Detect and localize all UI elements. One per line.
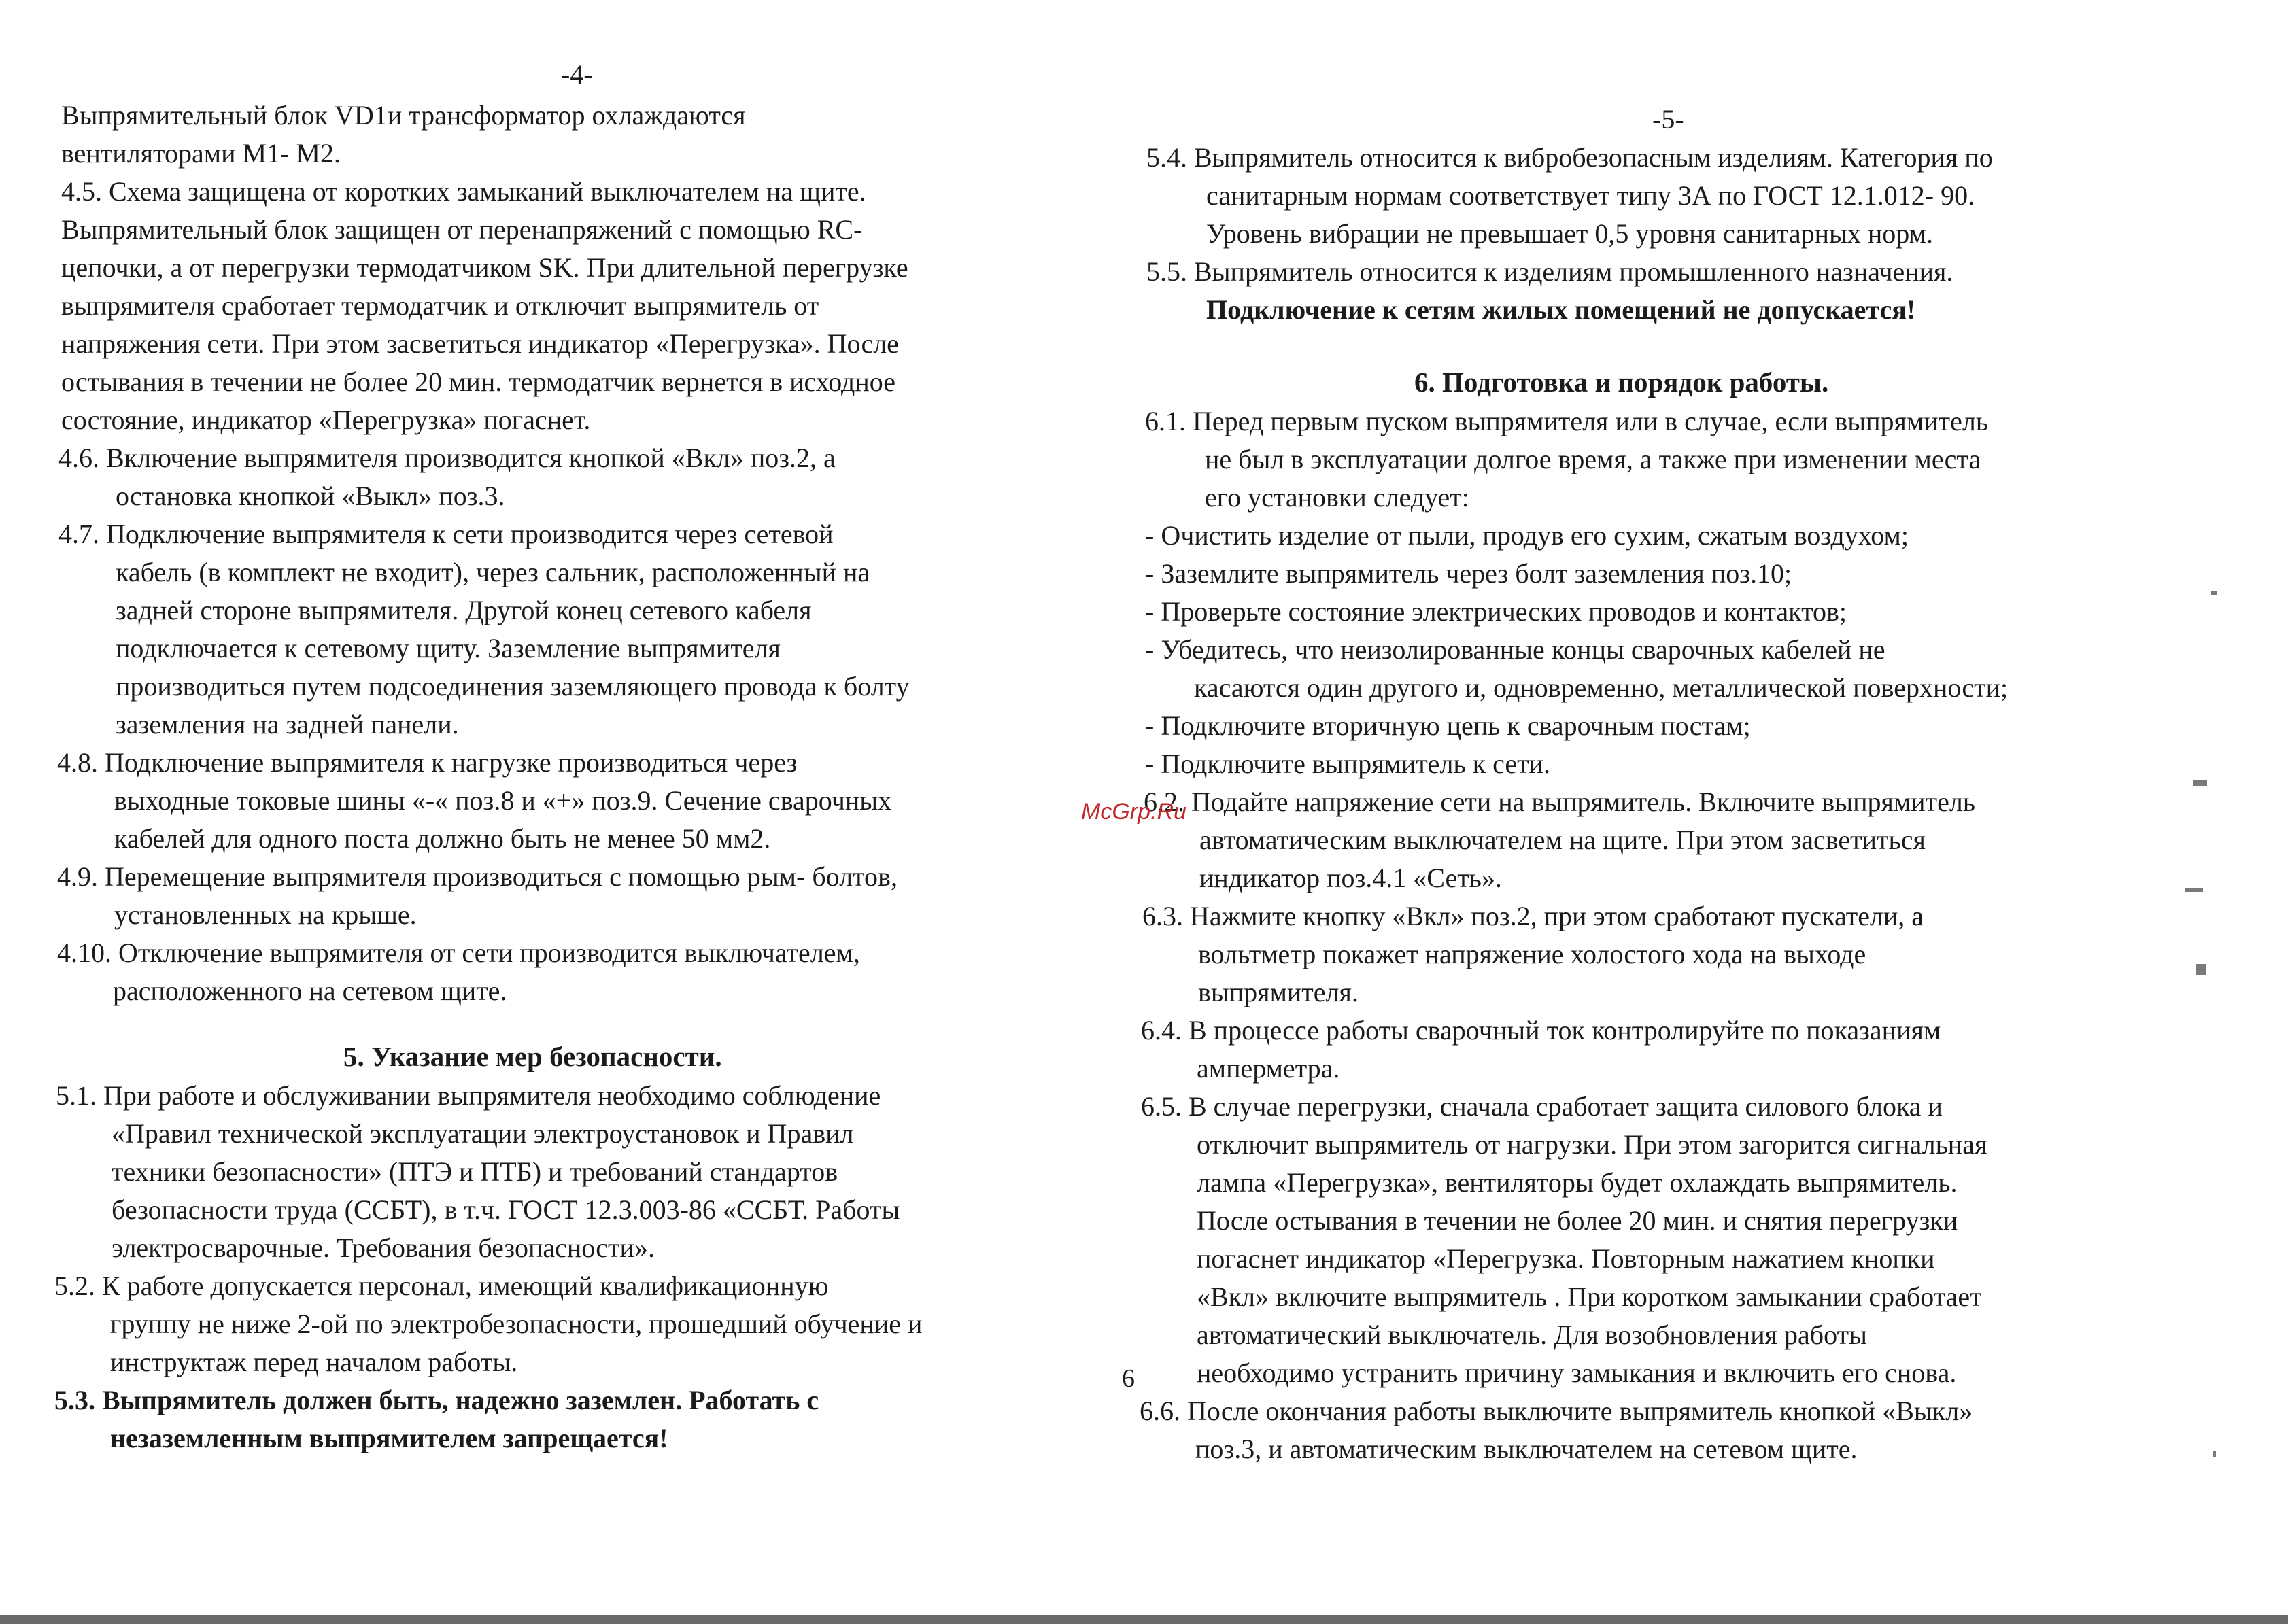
text-line: напряжения сети. При этом засветиться индикатор «Перегрузка». После [61, 328, 899, 359]
text-line: 4.5. Схема защищена от коротких замыканий выключателем на щите. [61, 176, 866, 207]
text-line: «Вкл» включите выпрямитель . При коротком замыкании сработает [1197, 1281, 1982, 1312]
scan-speck [2211, 591, 2217, 595]
text-line: состояние, индикатор «Перегрузка» погаснет. [61, 404, 591, 435]
text-line: поз.3, и автоматическим выключателем на сетевом щите. [1195, 1434, 1858, 1464]
section-heading-6: 6. Подготовка и порядок работы. [1414, 366, 1829, 398]
text-line: автоматический выключатель. Для возобновления работы [1197, 1319, 1867, 1350]
list-item: - Подключите вторичную цепь к сварочным постам; [1145, 710, 1751, 741]
scan-bottom-edge [0, 1615, 2288, 1624]
text-line: 5.2. К работе допускается персонал, имеющий квалификационную [54, 1271, 829, 1301]
text-line: заземления на задней панели. [116, 709, 459, 740]
text-line: касаются один другого и, одновременно, металлической поверхности; [1194, 672, 2009, 703]
scan-speck [2185, 888, 2203, 892]
text-line: Уровень вибрации не превышает 0,5 уровня санитарных норм. [1206, 218, 1933, 249]
text-line-bold: 5.3. Выпрямитель должен быть, надежно заземлен. Работать с [54, 1385, 819, 1415]
text-line: остановка кнопкой «Выкл» поз.3. [116, 481, 505, 511]
list-item: - Убедитесь, что неизолированные концы сварочных кабелей не [1145, 634, 1885, 665]
page-number-4: -4- [561, 59, 593, 90]
text-line: техники безопасности» (ПТЭ и ПТБ) и требований стандартов [112, 1156, 838, 1187]
text-line: расположенного на сетевом щите. [113, 975, 507, 1006]
text-line: 5.5. Выпрямитель относится к изделиям промышленного назначения. [1146, 256, 1953, 287]
scan-speck [2193, 780, 2207, 786]
text-line: 5.1. При работе и обслуживании выпрямителя необходимо соблюдение [56, 1080, 881, 1111]
text-line: необходимо устранить причину замыкания и включить его снова. [1197, 1358, 1957, 1388]
text-line: После остывания в течении не более 20 мин. и снятия перегрузки [1197, 1205, 1958, 1236]
text-line: подключается к сетевому щиту. Заземление выпрямителя [116, 633, 781, 663]
text-line: санитарным нормам соответствует типу 3А по ГОСТ 12.1.012- 90. [1206, 180, 1975, 211]
text-line: лампа «Перегрузка», вентиляторы будет охлаждать выпрямитель. [1197, 1167, 1958, 1198]
text-line: 5.4. Выпрямитель относится к вибробезопасным изделиям. Категория по [1146, 142, 1993, 173]
text-line: Выпрямительный блок VD1и трансформатор охлаждаются [61, 100, 746, 131]
watermark: McGrp.Ru [1081, 799, 1186, 825]
text-line: кабель (в комплект не входит), через сальник, расположенный на [116, 557, 870, 587]
text-line: инструктаж перед началом работы. [110, 1347, 518, 1377]
text-line: Выпрямительный блок защищен от перенапряжений с помощью RC- [61, 214, 863, 245]
text-line: погаснет индикатор «Перегрузка. Повторным нажатием кнопки [1197, 1243, 1935, 1274]
list-item: - Очистить изделие от пыли, продув его сухим, сжатым воздухом; [1145, 520, 1909, 551]
text-line: остывания в течении не более 20 мин. термодатчик вернется в исходное [61, 366, 896, 397]
text-line-bold: Подключение к сетям жилых помещений не допускается! [1206, 294, 1916, 325]
text-line: автоматическим выключателем на щите. При этом засветиться [1199, 825, 1926, 855]
text-line: 4.8. Подключение выпрямителя к нагрузке производиться через [57, 747, 798, 778]
text-line: 4.7. Подключение выпрямителя к сети производится через сетевой [58, 519, 834, 549]
text-line: 6.6. После окончания работы выключите выпрямитель кнопкой «Выкл» [1140, 1396, 1973, 1426]
text-line: безопасности труда (ССБТ), в т.ч. ГОСТ 12.3.003-86 «ССБТ. Работы [112, 1194, 900, 1225]
text-line: цепочки, а от перегрузки термодатчиком SK. При длительной перегрузке [61, 252, 908, 283]
text-line: 4.9. Перемещение выпрямителя производиться с помощью рым- болтов, [57, 861, 898, 892]
text-line: выпрямителя. [1198, 977, 1359, 1007]
text-line: задней стороне выпрямителя. Другой конец сетевого кабеля [116, 595, 812, 625]
page-number-5: -5- [1652, 104, 1684, 135]
text-line-bold: незаземленным выпрямителем запрещается! [110, 1423, 668, 1453]
text-line: 6.2. Подайте напряжение сети на выпрямитель. Включите выпрямитель [1144, 787, 1976, 817]
text-line: выходные токовые шины «-« поз.8 и «+» поз.9. Сечение сварочных [114, 785, 892, 816]
list-item: - Заземлите выпрямитель через болт заземления поз.10; [1145, 558, 1792, 589]
text-line: 6.3. Нажмите кнопку «Вкл» поз.2, при этом сработают пускатели, а [1142, 901, 1924, 931]
text-line: амперметра. [1197, 1053, 1340, 1084]
text-line: «Правил технической эксплуатации электроустановок и Правил [112, 1118, 854, 1149]
text-line: кабелей для одного поста должно быть не менее 50 мм2. [114, 823, 771, 854]
text-line: 6.4. В процессе работы сварочный ток контролируйте по показаниям [1141, 1015, 1941, 1046]
text-line: производиться путем подсоединения заземляющего провода к болту [116, 671, 910, 702]
text-line: его установки следует: [1205, 482, 1469, 513]
list-item: - Проверьте состояние электрических проводов и контактов; [1145, 596, 1847, 627]
text-line: индикатор поз.4.1 «Сеть». [1199, 863, 1502, 893]
text-line: отключит выпрямитель от нагрузки. При этом загорится сигнальная [1197, 1129, 1987, 1160]
text-line: 6.5. В случае перегрузки, сначала сработает защита силового блока и [1141, 1091, 1943, 1122]
section-heading-5: 5. Указание мер безопасности. [343, 1041, 722, 1072]
scan-speck [2196, 964, 2206, 975]
text-line: не был в эксплуатации долгое время, а также при изменении места [1205, 444, 1981, 474]
text-line: 4.6. Включение выпрямителя производится кнопкой «Вкл» поз.2, а [58, 443, 836, 473]
text-line: группу не ниже 2-ой по электробезопасности, прошедший обучение и [110, 1309, 923, 1339]
text-line: вольтметр покажет напряжение холостого хода на выходе [1198, 939, 1866, 969]
text-line: установленных на крыше. [114, 899, 417, 930]
text-line: электросварочные. Требования безопасности». [112, 1232, 655, 1263]
list-item: - Подключите выпрямитель к сети. [1145, 748, 1550, 779]
text-line: вентиляторами М1- М2. [61, 138, 341, 169]
margin-mark: 6 [1122, 1364, 1135, 1393]
text-line: 4.10. Отключение выпрямителя от сети производится выключателем, [57, 937, 860, 968]
scan-speck [2213, 1451, 2216, 1457]
text-line: выпрямителя сработает термодатчик и отключит выпрямитель от [61, 290, 819, 321]
text-line: 6.1. Перед первым пуском выпрямителя или в случае, если выпрямитель [1145, 406, 1989, 436]
